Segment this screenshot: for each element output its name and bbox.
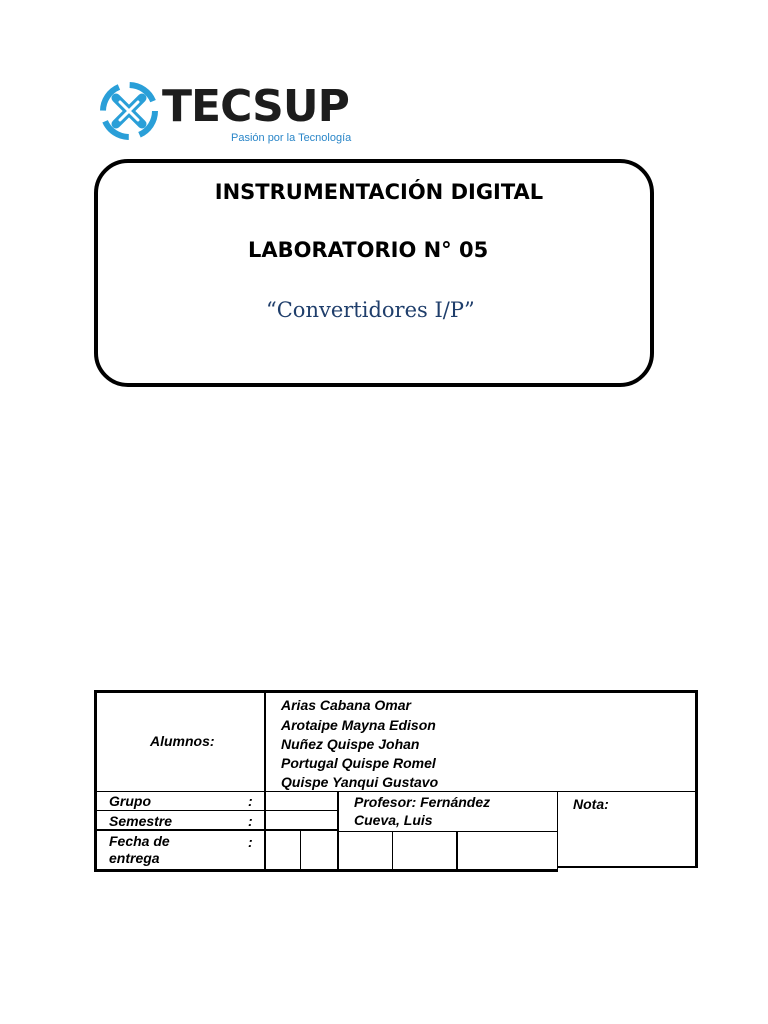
tecsup-logo xyxy=(98,80,358,150)
logo-wordmark: TECSUP xyxy=(162,81,349,132)
student-name: Portugal Quispe Romel xyxy=(281,755,436,771)
fecha-colon: : xyxy=(248,834,253,850)
info-table xyxy=(94,690,698,872)
table-divider-nota xyxy=(557,791,558,872)
table-box-v1 xyxy=(300,831,301,872)
table-border-top xyxy=(94,690,698,693)
grupo-label: Grupo xyxy=(109,793,151,809)
table-border-right xyxy=(695,690,698,868)
profesor-label: Profesor: Fernández xyxy=(354,794,491,810)
table-border-bottom-right xyxy=(558,866,698,868)
table-box-v4 xyxy=(456,831,458,872)
table-box-v3 xyxy=(392,831,393,872)
table-divider-profesor xyxy=(338,831,558,832)
table-divider-alumnos xyxy=(94,791,698,792)
profesor-name: Cueva, Luis xyxy=(354,812,433,828)
logo-tagline: Pasión por la Tecnología xyxy=(231,132,352,144)
table-divider-labels xyxy=(264,690,266,872)
fecha-label: Fecha de entrega xyxy=(109,833,170,866)
table-divider-grupo xyxy=(94,810,338,811)
nota-label: Nota: xyxy=(573,796,609,812)
student-name: Quispe Yanqui Gustavo xyxy=(281,774,439,790)
semestre-colon: : xyxy=(248,813,253,829)
lab-subtitle: “Convertidores I/P” xyxy=(266,298,475,322)
student-name: Arias Cabana Omar xyxy=(281,697,411,713)
student-name: Nuñez Quispe Johan xyxy=(281,736,420,752)
table-border-left xyxy=(94,690,97,872)
lab-number: LABORATORIO N° 05 xyxy=(248,238,489,262)
grupo-colon: : xyxy=(248,793,253,809)
tecsup-emblem-icon xyxy=(98,80,160,142)
table-border-bottom xyxy=(94,869,558,872)
course-title: INSTRUMENTACIÓN DIGITAL xyxy=(214,180,544,204)
student-name: Arotaipe Mayna Edison xyxy=(281,717,436,733)
alumnos-label: Alumnos: xyxy=(150,733,215,749)
semestre-label: Semestre xyxy=(109,813,173,829)
